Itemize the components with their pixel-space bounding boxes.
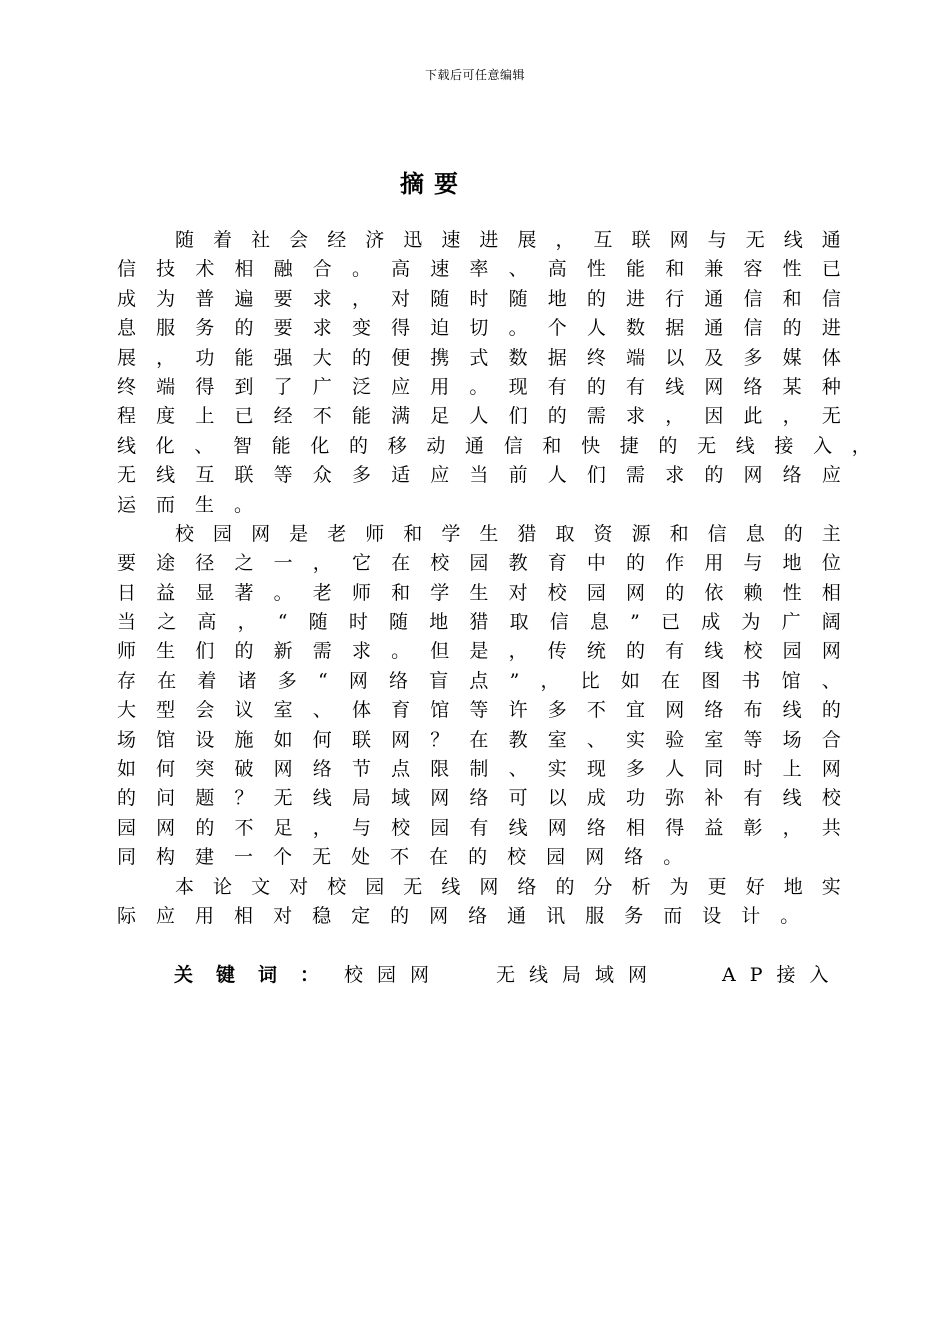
text-line: 无 线 互 联 等 众 多 适 应 当 前 人 们 需 求 的 网 络 应 xyxy=(117,464,841,487)
text-line: 运 而 生 。 xyxy=(117,493,254,516)
text-line: 存 在 着 诸 多 “ 网 络 盲 点 ” ， 比 如 在 图 书 馆 、 xyxy=(117,669,841,692)
text-line: 校 园 网 是 老 师 和 学 生 猎 取 资 源 和 信 息 的 主 xyxy=(175,522,841,545)
text-line: 际 应 用 相 对 稳 定 的 网 络 通 讯 服 务 而 设 计 。 xyxy=(117,904,800,927)
text-line: 展 ， 功 能 强 大 的 便 携 式 数 据 终 端 以 及 多 媒 体 xyxy=(117,346,841,369)
text-line: 本 论 文 对 校 园 无 线 网 络 的 分 析 为 更 好 地 实 xyxy=(175,875,841,898)
text-line: 的 问 题 ？ 无 线 局 域 网 络 可 以 成 功 弥 补 有 线 校 xyxy=(117,787,841,810)
text-line: 日 益 显 著 。 老 师 和 学 生 对 校 园 网 的 依 赖 性 相 xyxy=(117,581,841,604)
text-line: 线 化 、 智 能 化 的 移 动 通 信 和 快 捷 的 无 线 接 入 ， xyxy=(117,434,871,457)
text-line: 如 何 突 破 网 络 节 点 限 制 、 实 现 多 人 同 时 上 网 xyxy=(117,758,841,781)
text-line: 当 之 高 ， “ 随 时 随 地 猎 取 信 息 ” 已 成 为 广 阔 xyxy=(117,611,841,634)
text-line: 同 构 建 一 个 无 处 不 在 的 校 园 网 络 。 xyxy=(117,846,683,869)
text-line: 信 技 术 相 融 合 。 高 速 率 、 高 性 能 和 兼 容 性 已 xyxy=(117,258,841,281)
text-line: 大 型 会 议 室 、 体 育 馆 等 许 多 不 宜 网 络 布 线 的 xyxy=(117,699,841,722)
text-line: 息 服 务 的 要 求 变 得 迫 切 。 个 人 数 据 通 信 的 进 xyxy=(117,317,841,340)
text-line: 成 为 普 遍 要 求 ， 对 随 时 随 地 的 进 行 通 信 和 信 xyxy=(117,287,841,310)
abstract-body xyxy=(117,226,871,931)
keywords-label: 关键词： xyxy=(174,964,343,986)
page-title: 摘要 xyxy=(400,170,468,198)
text-line: 终 端 得 到 了 广 泛 应 用 。 现 有 的 有 线 网 络 某 种 xyxy=(117,375,841,398)
text-line: 程 度 上 已 经 不 能 满 足 人 们 的 需 求 ， 因 此 ， 无 xyxy=(117,405,841,428)
keyword-item: AP接入 xyxy=(722,964,843,986)
text-line: 场 馆 设 施 如 何 联 网 ？ 在 教 室 、 实 验 室 等 场 合 xyxy=(117,728,841,751)
text-line: 师 生 们 的 新 需 求 。 但 是 ， 传 统 的 有 线 校 园 网 xyxy=(117,640,841,663)
keyword-item: 无线局域网 xyxy=(496,964,662,986)
text-line: 要 途 径 之 一 ， 它 在 校 园 教 育 中 的 作 用 与 地 位 xyxy=(117,552,841,575)
text-line: 随 着 社 会 经 济 迅 速 进 展 ， 互 联 网 与 无 线 通 xyxy=(175,229,841,251)
text-line: 园 网 的 不 足 ， 与 校 园 有 线 网 络 相 得 益 彰 ， 共 xyxy=(117,816,841,839)
page-header: 下载后可任意编辑 xyxy=(424,68,525,82)
keyword-item: 校园网 xyxy=(344,964,444,986)
keywords-row xyxy=(174,960,843,988)
